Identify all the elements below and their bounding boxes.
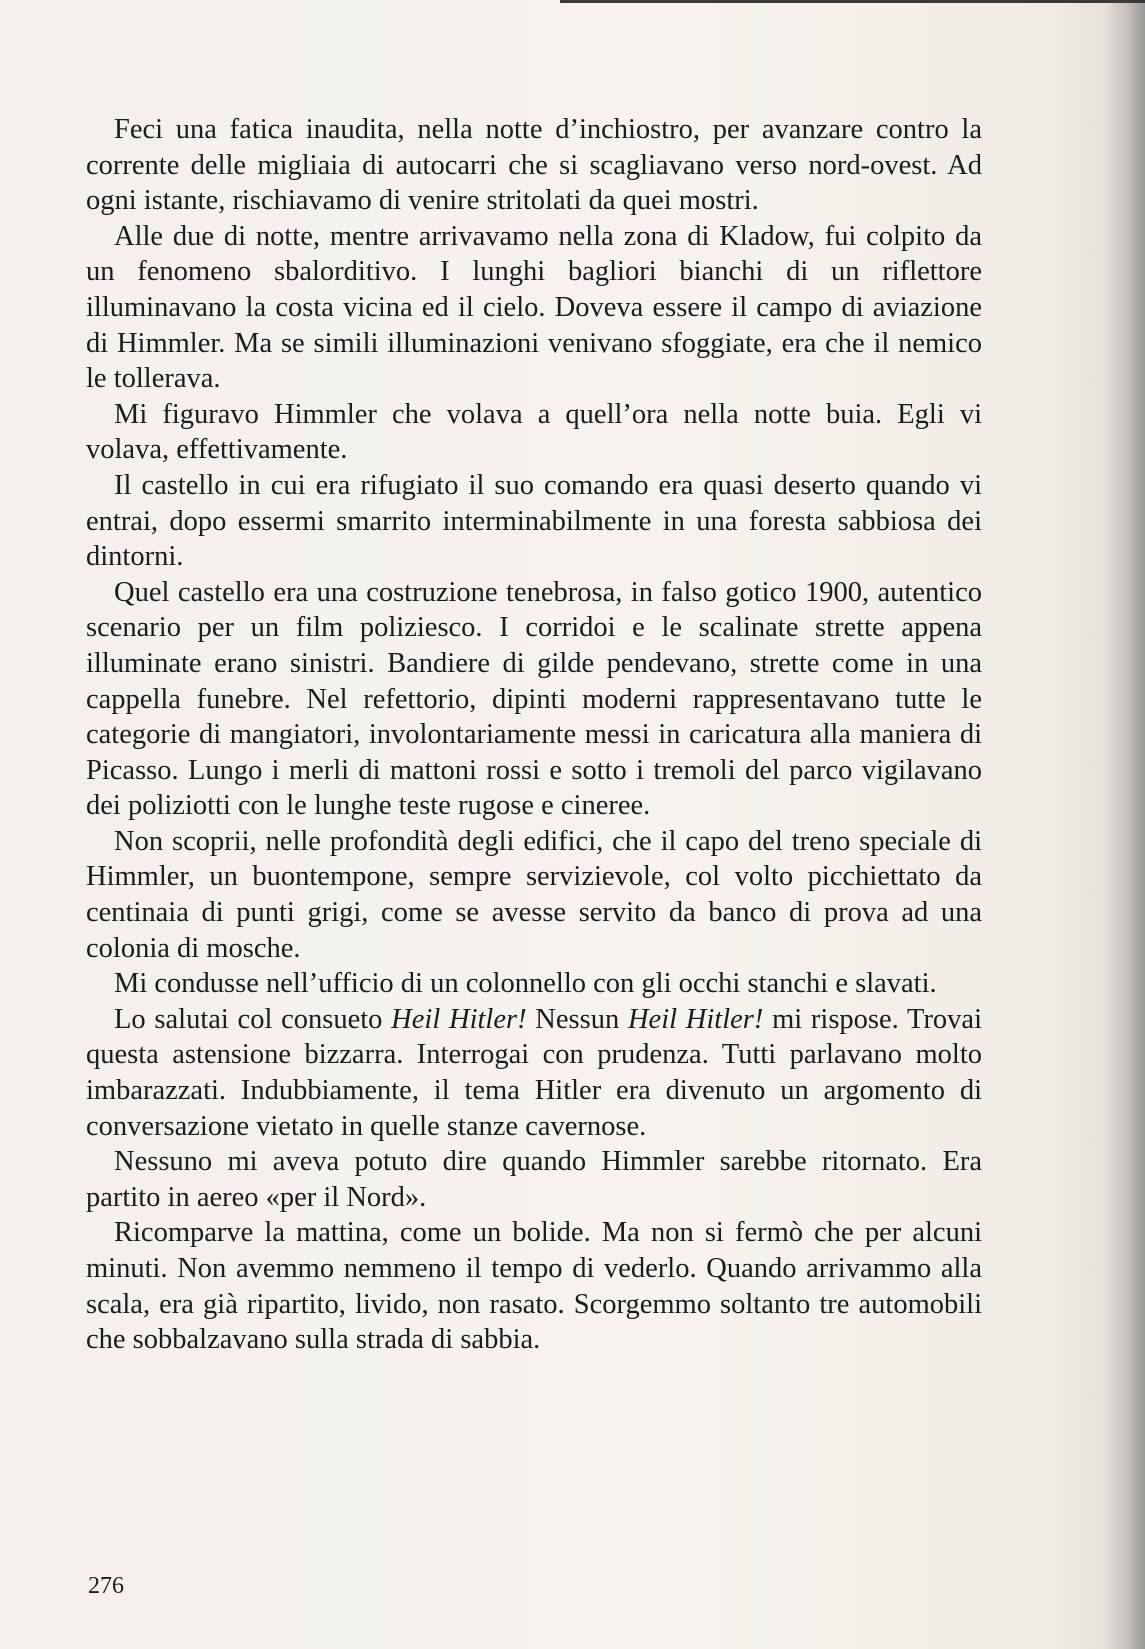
paragraph-9: Nessuno mi aveva potuto dire quando Himmler sarebbe ritornato. Era partito in aereo «per il Nord». xyxy=(86,1146,982,1213)
page-number: 276 xyxy=(88,1573,124,1599)
paragraph-5: Quel castello era una costruzione tenebrosa, in falso gotico 1900, autentico scenario per un film poliziesco. I corridoi e le scalinate strette appena illuminate erano sinistri. Bandiere di gilde pendevano, strette come in una cappella funebre. Nel refettorio, dipinti moderni rappresentavano tutte le categorie di mangiatori, involontariamente messi in caricatura alla maniera di Picasso. Lungo i merli di mattoni rossi e sotto i tremoli del parco vigilavano dei poliziotti con le lunghe teste rugose e cineree. xyxy=(86,576,982,822)
paragraph-8-text-after: mi rispose. Trovai questa astensione bizzarra. Interrogai con prudenza. Tutti parlavano molto imbarazzati. Indubbiamente, il tema Hitler era divenuto un argomento di conversazione vietato in quelle stanze cavernose. xyxy=(86,1003,982,1142)
paragraph-4: Il castello in cui era rifugiato il suo comando era quasi deserto quando vi entrai, dopo essermi smarrito interminabilmente in una foresta sabbiosa dei dintorni. xyxy=(86,469,982,573)
paragraph-7: Mi condusse nell’ufficio di un colonnello con gli occhi stanchi e slavati. xyxy=(114,968,937,1000)
emphasis-heil-hitler-1: Heil Hitler! xyxy=(391,1003,527,1035)
paragraph-8-text-middle: Nessun xyxy=(526,1003,628,1035)
paragraph-10: Ricomparve la mattina, come un bolide. Ma non si fermò che per alcuni minuti. Non avemmo nemmeno il tempo di vederlo. Quando arrivammo alla scala, era già ripartito, livido, non rasato. Scorgemmo soltanto tre automobili che sobbalzavano sulla strada di sabbia. xyxy=(86,1217,982,1356)
paragraph-6: Non scoprii, nelle profondità degli edifici, che il capo del treno speciale di Himmler, un buontempone, sempre servizievole, col volto picchiettato da centinaia di punti grigi, come se avesse servito da banco di prova ad una colonia di mosche. xyxy=(86,825,982,964)
page-top-edge-divider xyxy=(560,0,1145,3)
body-text xyxy=(86,112,982,1358)
paragraph-3: Mi figuravo Himmler che volava a quell’ora nella notte buia. Egli vi volava, effettivamente. xyxy=(86,398,982,466)
paragraph-2: Alle due di notte, mentre arrivavamo nella zona di Kladow, fui colpito da un fenomeno sbalorditivo. I lunghi bagliori bianchi di un riflettore illuminavano la costa vicina ed il cielo. Doveva essere il campo di aviazione di Himmler. Ma se simili illuminazioni venivano sfoggiate, era che il nemico le tollerava. xyxy=(86,220,982,395)
paragraph-8 xyxy=(86,1002,982,1144)
emphasis-heil-hitler-2: Heil Hitler! xyxy=(627,1003,764,1035)
book-spine-shadow xyxy=(1105,0,1145,1649)
paragraph-1: Feci una fatica inaudita, nella notte d’inchiostro, per avanzare contro la corrente delle migliaia di autocarri che si scagliavano verso nord-ovest. Ad ogni istante, rischiavamo di venire stritolati da quei mostri. xyxy=(86,114,982,217)
paragraph-8-text-before: Lo salutai col consueto xyxy=(114,1003,392,1035)
